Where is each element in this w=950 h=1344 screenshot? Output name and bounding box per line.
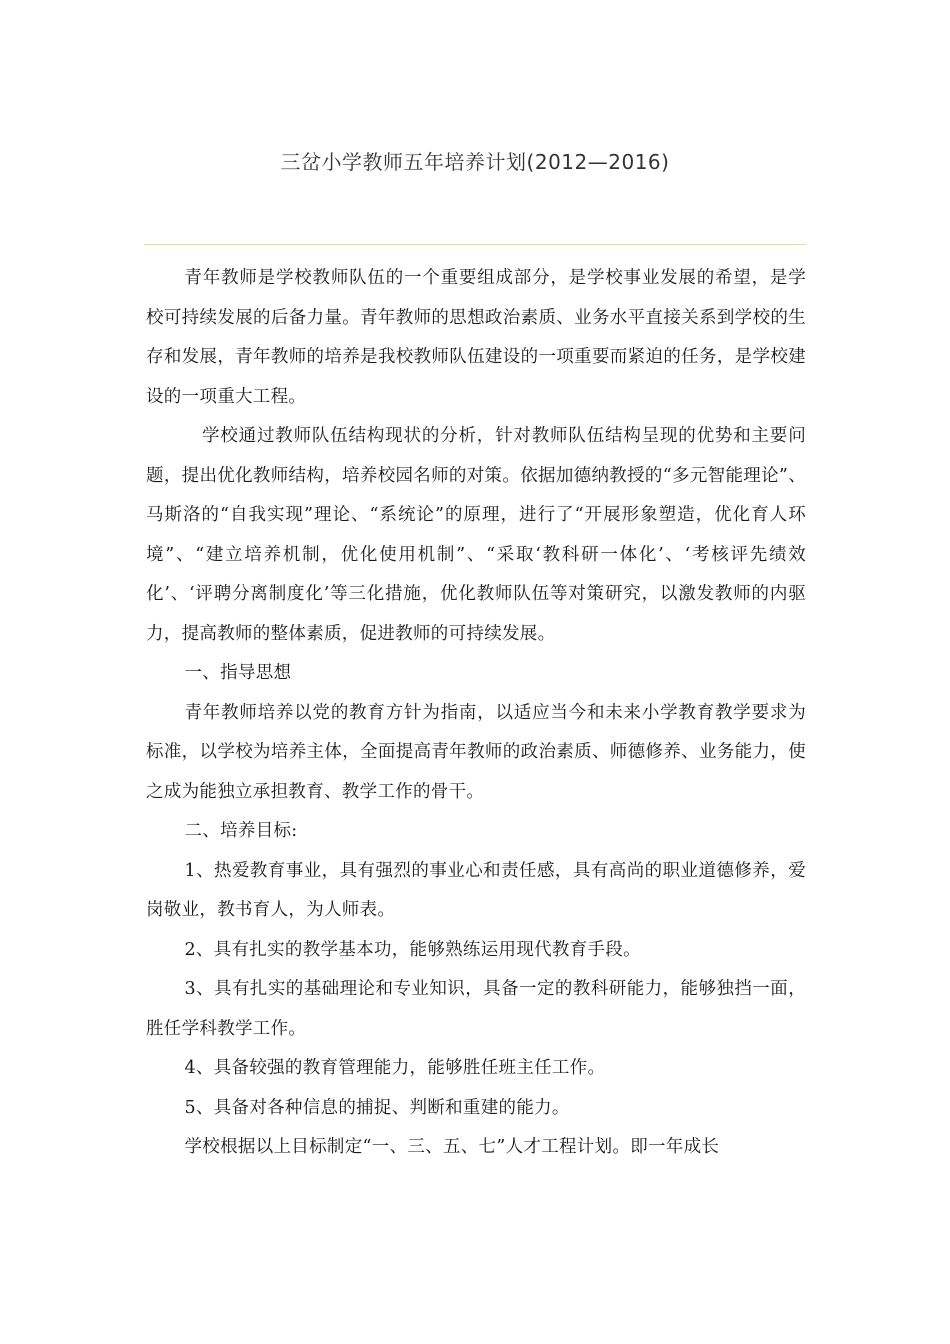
paragraph-talent-plan: 学校根据以上目标制定“一、三、五、七”人才工程计划。即一年成长 (184, 1137, 720, 1157)
document-title: 三岔小学教师五年培养计划(2012—2016) (280, 150, 670, 174)
paragraph-analysis: 学校通过教师队伍结构现状的分析，针对教师队伍结构呈现的优势和主要问题，提出优化教师结构，培养校园名师的对策。依据加德纳教授的“多元智能理论”、马斯洛的“自我实现”理论、“系统论”的原理，进行了“开展形象塑造，优化育人环境”、“建立培养机制，优化使用机制”、“采取‘教科研一体化’、‘考核评先绩效化’、‘评聘分离制度化’等三化措施，优化教师队伍等对策研究，以激发教师的内驱力，提高教师的整体素质，促进教师的可持续发展。 (146, 426, 806, 644)
section-heading-guiding-ideology: 一、指导思想 (184, 663, 292, 683)
paragraph-intro: 青年教师是学校教师队伍的一个重要组成部分，是学校事业发展的希望，是学校可持续发展的后备力量。青年教师的思想政治素质、业务水平直接关系到学校的生存和发展，青年教师的培养是我校教师队伍建设的一项重要而紧迫的任务，是学校建设的一项重大工程。 (146, 268, 806, 407)
document-body (146, 259, 806, 1168)
goal-item-2: 2、具有扎实的教学基本功，能够熟练运用现代教育手段。 (184, 939, 641, 960)
goal-item-4: 4、具备较强的教育管理能力，能够胜任班主任工作。 (184, 1058, 606, 1078)
paragraph-guiding-ideology: 青年教师培养以党的教育方针为指南，以适应当今和未来小学教育教学要求为标准，以学校为培养主体，全面提高青年教师的政治素质、师德修养、业务能力，使之成为能独立承担教育、教学工作的骨干。 (146, 702, 806, 802)
section-heading-training-goals: 二、培养目标: (184, 821, 298, 841)
goal-item-5: 5、具备对各种信息的捕捉、判断和重建的能力。 (184, 1097, 570, 1118)
goal-item-1: 1、热爱教育事业，具有强烈的事业心和责任感，具有高尚的职业道德修养，爱岗敬业，教书育人，为人师表。 (146, 860, 806, 920)
title-divider (144, 244, 806, 245)
goal-item-3: 3、具有扎实的基础理论和专业知识，具备一定的教科研能力，能够独挡一面，胜任学科教学工作。 (146, 979, 806, 1039)
